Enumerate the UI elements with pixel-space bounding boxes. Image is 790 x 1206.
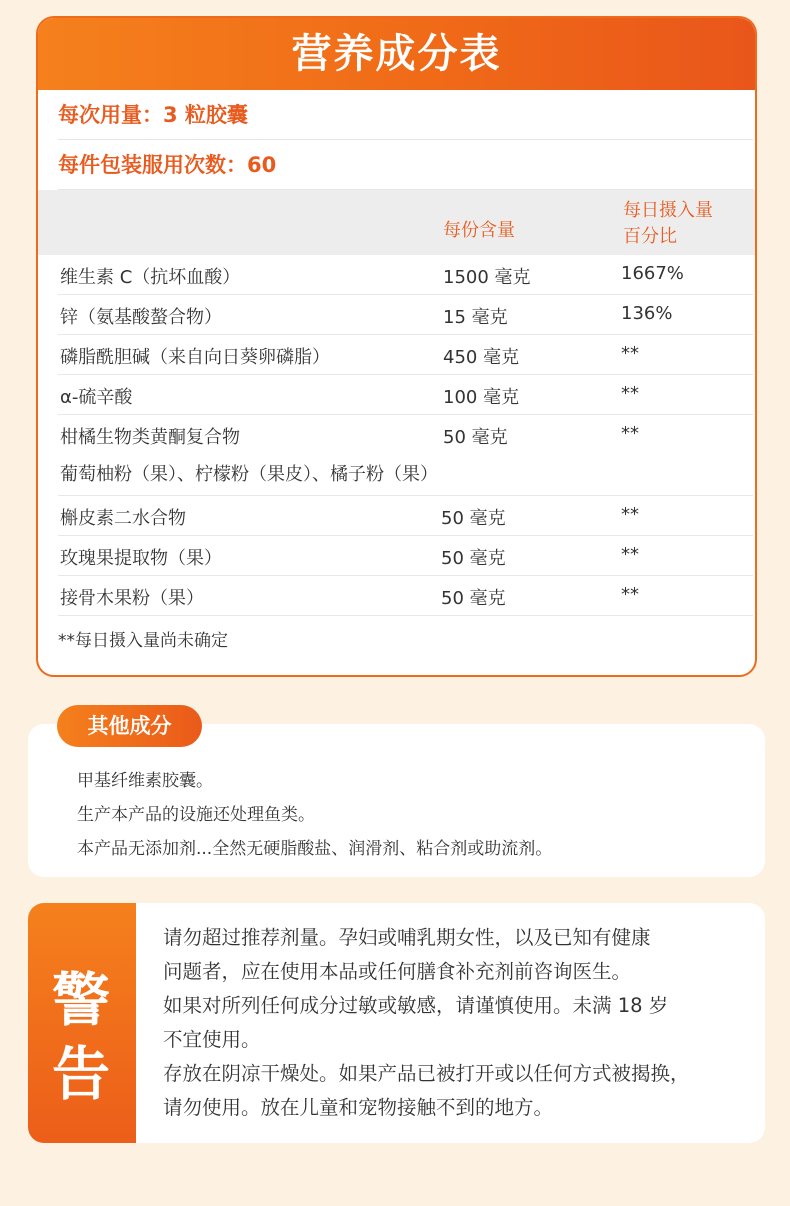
ingredient-amount: 100 毫克 bbox=[443, 387, 520, 408]
warning-text bbox=[163, 921, 765, 1125]
warning-line: 请勿使用。放在儿童和宠物接触不到的地方。 bbox=[163, 1096, 554, 1119]
ingredient-name: 维生素 C（抗坏血酸） bbox=[60, 267, 241, 288]
warning-line: 问题者，应在使用本品或任何膳食补充剂前咨询医生。 bbox=[163, 960, 632, 983]
other-ingredients-list bbox=[77, 764, 552, 866]
ingredient-name: 玫瑰果提取物（果） bbox=[60, 548, 222, 569]
header-amount: 每份含量 bbox=[443, 220, 515, 241]
warning-line: 存放在阴凉干燥处。如果产品已被打开或以任何方式被揭换， bbox=[163, 1062, 690, 1085]
ingredient-amount: 1500 毫克 bbox=[443, 267, 531, 288]
warning-side-banner bbox=[28, 903, 136, 1143]
ingredient-name: α-硫辛酸 bbox=[60, 387, 133, 408]
table-row bbox=[58, 335, 753, 375]
ingredient-daily-value: ** bbox=[621, 584, 639, 605]
other-ingredients-tag: 其他成分 bbox=[57, 705, 202, 747]
ingredient-amount: 50 毫克 bbox=[443, 427, 508, 448]
ingredient-amount: 50 毫克 bbox=[441, 508, 506, 529]
header-daily-value-line2: 百分比 bbox=[623, 226, 677, 247]
table-row bbox=[58, 295, 753, 335]
table-row bbox=[58, 576, 753, 616]
ingredient-name: 锌（氨基酸螯合物） bbox=[60, 307, 222, 328]
serving-size: 每次用量：3 粒胶囊 bbox=[58, 90, 753, 140]
warning-line: 不宜使用。 bbox=[163, 1028, 261, 1051]
warning-line: 如果对所列任何成分过敏或敏感，请谨慎使用。未满 18 岁 bbox=[163, 994, 669, 1017]
ingredient-daily-value: 136% bbox=[621, 303, 673, 324]
ingredient-name: 柑橘生物类黄酮复合物 bbox=[60, 427, 240, 448]
ingredient-daily-value: ** bbox=[621, 423, 639, 444]
ingredient-daily-value: ** bbox=[621, 343, 639, 364]
table-row bbox=[58, 496, 753, 536]
ingredient-name: 槲皮素二水合物 bbox=[60, 508, 186, 529]
ingredient-sub-list: 葡萄柚粉（果）、柠檬粉（果皮）、橘子粉（果） bbox=[60, 464, 438, 485]
daily-value-footnote: **每日摄入量尚未确定 bbox=[58, 631, 228, 651]
ingredient-daily-value: ** bbox=[621, 504, 639, 525]
header-daily-value bbox=[623, 198, 713, 250]
ingredient-name: 接骨木果粉（果） bbox=[60, 588, 204, 609]
ingredient-daily-value: ** bbox=[621, 383, 639, 404]
list-item: 甲基纤维素胶囊。 bbox=[77, 771, 213, 791]
warning-char-1: 警 bbox=[52, 966, 111, 1034]
warning-char-2: 告 bbox=[52, 1040, 111, 1108]
table-row bbox=[58, 375, 753, 415]
warning-card bbox=[28, 903, 765, 1143]
nutrition-facts-title: 营养成分表 bbox=[38, 18, 755, 90]
table-row bbox=[58, 415, 753, 496]
table-header bbox=[38, 190, 755, 255]
table-row bbox=[58, 536, 753, 576]
table-row bbox=[58, 255, 753, 295]
warning-line: 请勿超过推荐剂量。孕妇或哺乳期女性，以及已知有健康 bbox=[163, 926, 651, 949]
header-daily-value-line1: 每日摄入量 bbox=[623, 200, 713, 221]
nutrition-facts-table bbox=[36, 16, 757, 677]
list-item: 生产本产品的设施还处理鱼类。 bbox=[77, 805, 315, 825]
ingredient-name: 磷脂酰胆碱（来自向日葵卵磷脂） bbox=[60, 347, 330, 368]
ingredient-daily-value: 1667% bbox=[621, 263, 684, 284]
ingredient-amount: 50 毫克 bbox=[441, 588, 506, 609]
ingredient-amount: 50 毫克 bbox=[441, 548, 506, 569]
ingredient-daily-value: ** bbox=[621, 544, 639, 565]
ingredient-amount: 450 毫克 bbox=[443, 347, 520, 368]
ingredient-amount: 15 毫克 bbox=[443, 307, 508, 328]
servings-per-container: 每件包装服用次数：60 bbox=[58, 140, 753, 190]
list-item: 本产品无添加剂...全然无硬脂酸盐、润滑剂、粘合剂或助流剂。 bbox=[77, 839, 553, 859]
